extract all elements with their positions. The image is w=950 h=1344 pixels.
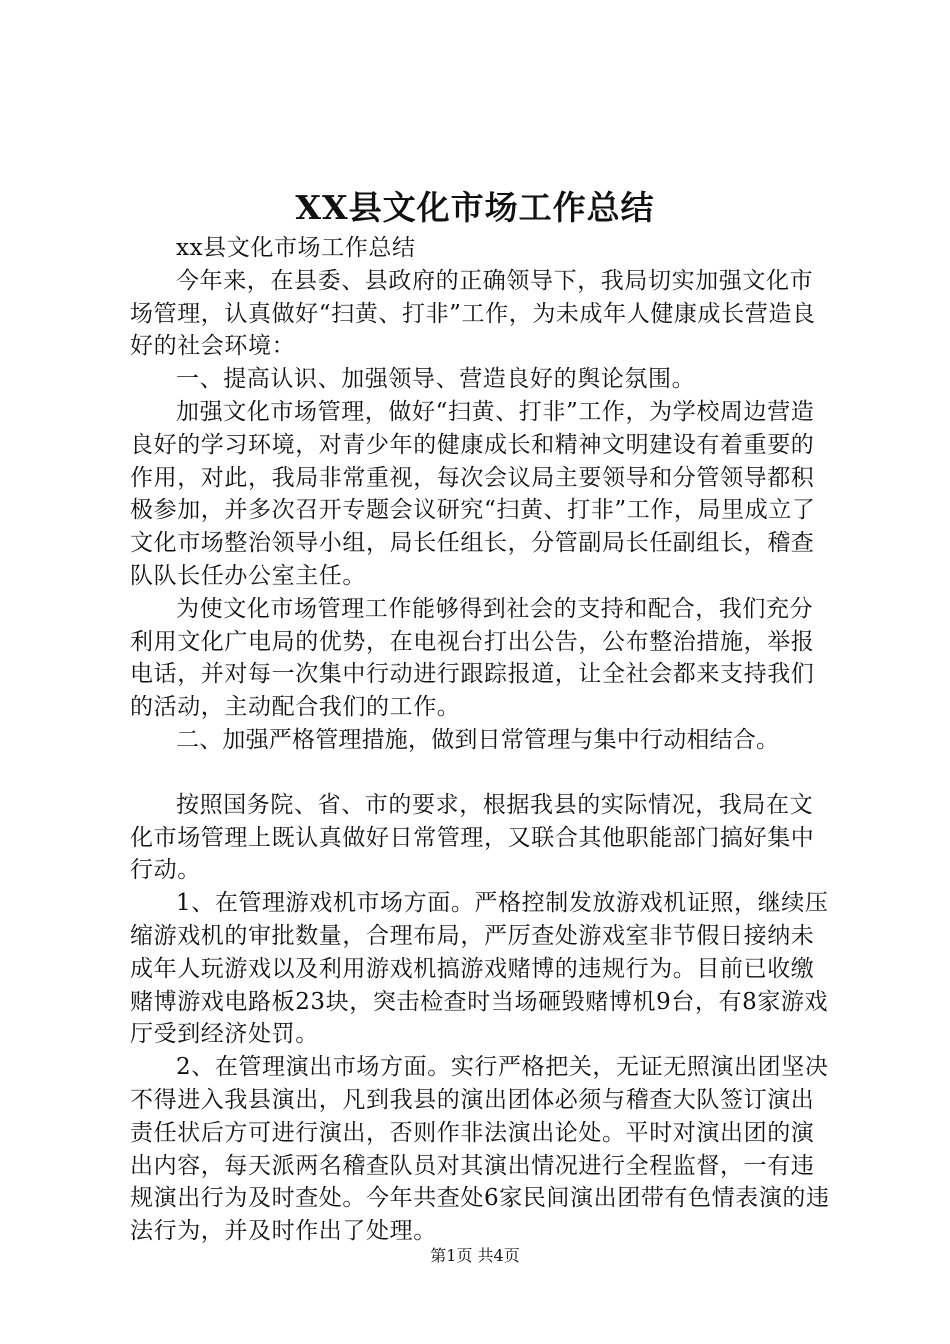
section-heading-one: 一、提高认识、加强领导、营造良好的舆论氛围。 [176,366,696,393]
paragraph-heading-repeat: xx县文化市场工作总结 [176,235,416,261]
paragraph-item-one: 1、在管理游戏机市场方面。严格控制发放游戏机证照，继续压缩游戏机的审批数量，合理布局，严厉查处游戏室非节假日接纳未成年人玩游戏以及利用游戏机搞游戏赌博的违规行为。目前已收缴赌博游戏电路板23块，突击检查时当场砸毁赌博机9台，有8家游戏厅受到经济处罚。 [130,890,829,1048]
paragraph-item-two: 2、在管理演出市场方面。实行严格把关，无证无照演出团坚决不得进入我县演出，凡到我县的演出团体必须与稽查大队签订演出责任状后方可进行演出，否则作非法演出论处。平时对演出团的演出内容，每天派两名稽查队员对其演出情况进行全程监督，一有违规演出行为及时查处。今年共查处6家民间演出团带有色情表演的违法行为，并及时作出了处理。 [130,1054,830,1245]
paragraph: 加强文化市场管理，做好“扫黄、打非”工作，为学校周边营造良好的学习环境，对青少年的健康成长和精神文明建设有着重要的作用，对此，我局非常重视，每次会议局主要领导和分管领导都积极参加，并多次召开专题会议研究“扫黄、打非”工作，局里成立了文化市场整治领导小组，局长任组长，分管副局长任副组长，稽查队队长任办公室主任。 [130,398,816,589]
paragraph: 按照国务院、省、市的要求，根据我县的实际情况，我局在文化市场管理上既认真做好日常管理，又联合其他职能部门搞好集中行动。 [130,791,815,884]
paragraph-intro: 今年来，在县委、县政府的正确领导下，我局切实加强文化市场管理，认真做好“扫黄、打非”工作，为未成年人健康成长营造良好的社会环境： [130,267,816,360]
section-heading-two: 二、加强严格管理措施，做到日常管理与集中行动相结合。 [176,726,780,753]
document-body [130,232,835,1248]
paragraph: 为使文化市场管理工作能够得到社会的支持和配合，我们充分利用文化广电局的优势，在电视台打出公告，公布整治措施，举报电话，并对每一次集中行动进行跟踪报道，让全社会都来支持我们的活动，主动配合我们的工作。 [130,595,815,721]
document-title: XX县文化市场工作总结 [295,188,655,227]
page-number-footer: 第1页 共4页 [430,1246,520,1265]
